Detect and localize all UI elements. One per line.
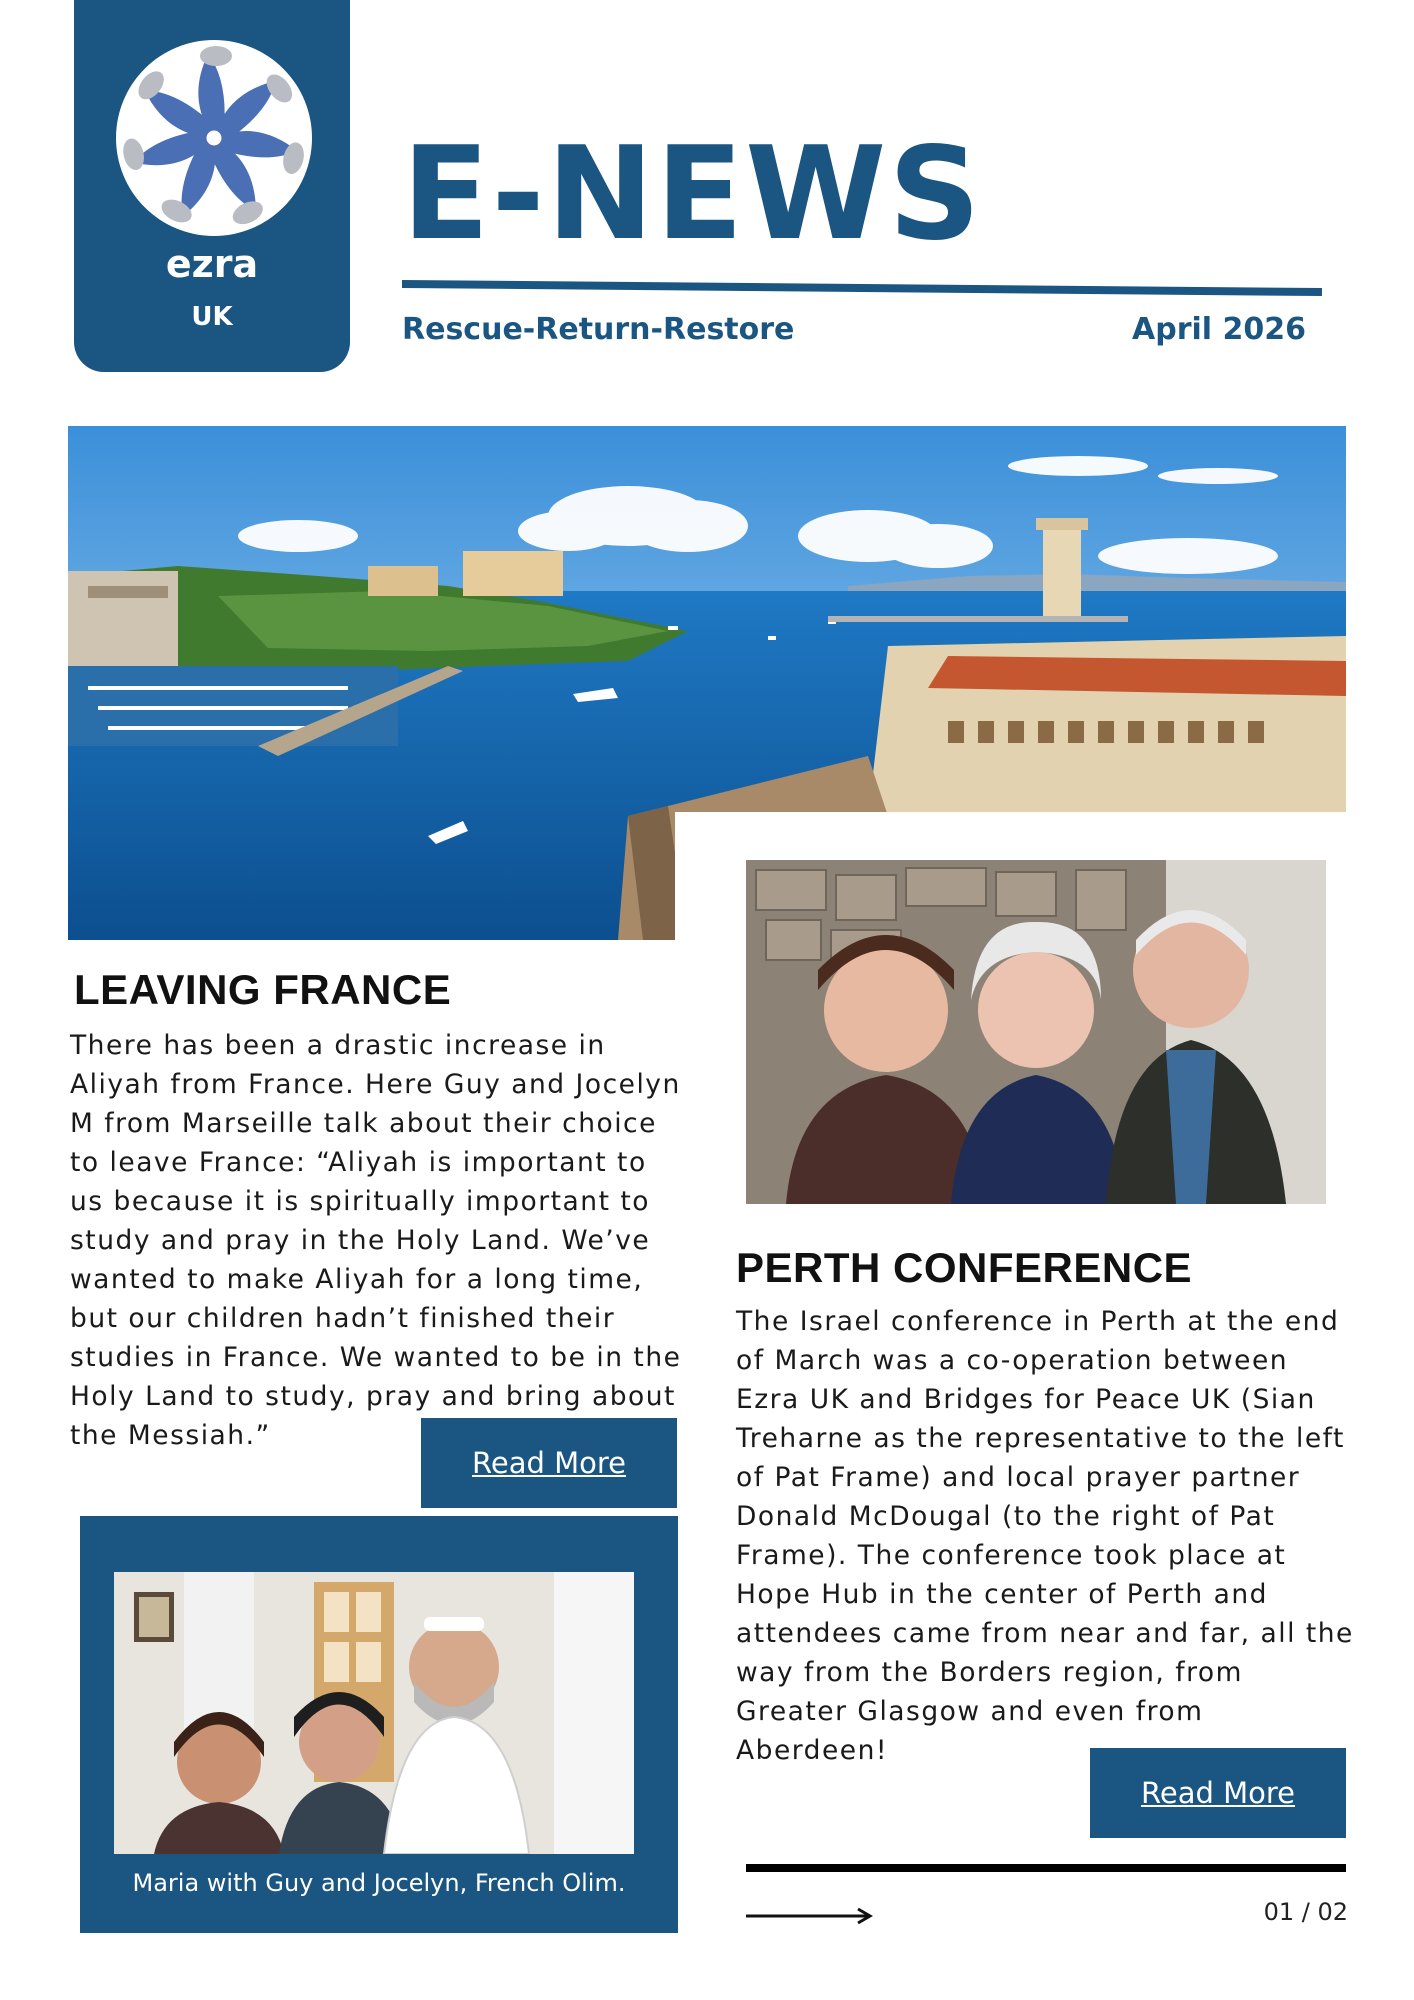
perth-conference-body: The Israel conference in Perth at the end of March was a co-operation between Ezra UK and Bridges for Peace UK (Sian Treharne as the representative to the left of Pat Frame) and local prayer partner Donald McDougal (to the right of Pat Frame). The conference took place at Hope Hub in the center of Perth and attendees came from near and far, all the way from the Borders region, from Greater Glasgow and even from Aberdeen!	[736, 1306, 1354, 1766]
french-olim-photo	[114, 1572, 634, 1854]
perth-conference-headline: PERTH CONFERENCE	[736, 1244, 1193, 1291]
issue-date: April 2026	[1132, 312, 1306, 347]
leaving-france-body: There has been a drastic increase in Aliyah from France. Here Guy and Jocelyn M from Marseille talk about their choice to leave France: “Aliyah is important to us because it is spiritually important to study and pray in the Holy Land. We’ve wanted to make Aliyah for a long time, but our children hadn’t finished their studies in France. We wanted to be in the Holy Land to study, pray and bring about the Messiah.”	[70, 1030, 682, 1451]
perth-conference-photo	[746, 860, 1326, 1204]
page-number: 01 / 02	[1263, 1898, 1348, 1926]
logo-block	[74, 0, 350, 372]
logo-subtitle: UK	[191, 302, 233, 332]
title-divider	[402, 280, 1322, 296]
leaving-france-headline: LEAVING FRANCE	[74, 966, 452, 1013]
newsletter-title: E-NEWS	[402, 120, 983, 269]
logo-emblem-icon	[116, 40, 312, 236]
leaving-france-read-more-button[interactable]: Read More	[421, 1418, 677, 1508]
olim-photo-box	[80, 1516, 678, 1933]
tagline: Rescue-Return-Restore	[402, 312, 795, 347]
arrow-right-icon[interactable]	[746, 1906, 876, 1926]
footer-divider	[746, 1864, 1346, 1872]
logo-name: ezra	[165, 242, 259, 286]
perth-conference-read-more-button[interactable]: Read More	[1090, 1748, 1346, 1838]
olim-photo-caption: Maria with Guy and Jocelyn, French Olim.	[132, 1869, 626, 1897]
